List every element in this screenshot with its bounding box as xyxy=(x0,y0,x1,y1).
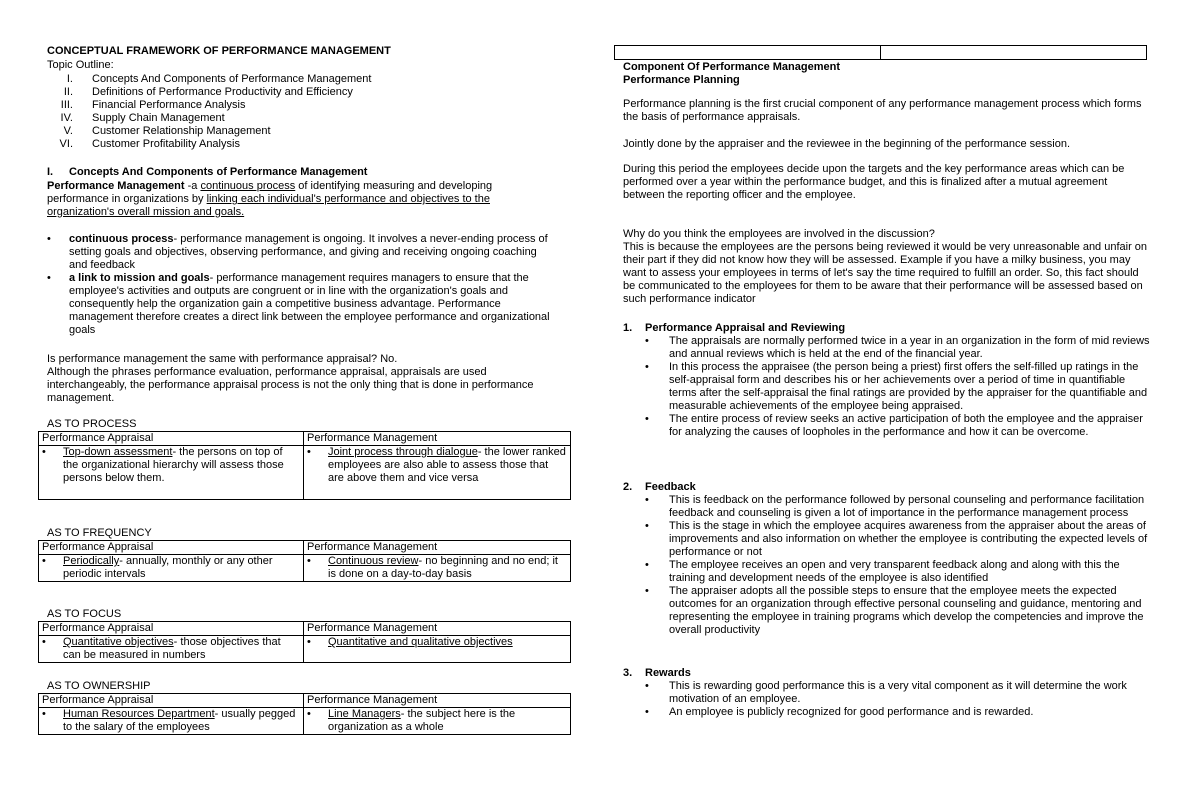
section-bullets xyxy=(645,494,1153,637)
table-cell xyxy=(615,46,881,59)
list-item: • This is feedback on the performance followed by personal counseling and performance facilitation feedback and counseling is given a lot of importance in the performance management process xyxy=(645,494,1153,520)
table-label: AS TO FOCUS xyxy=(47,608,122,620)
table-header-row xyxy=(39,694,571,708)
table-cell: • Periodically- annually, monthly or any other periodic intervals xyxy=(39,555,304,582)
list-item: • continuous process- performance management is ongoing. It involves a never-ending process of setting goals and objectives, observing performance, and giving and receiving ongoing coaching and feedback xyxy=(47,233,552,272)
comparison-table xyxy=(38,693,571,735)
table-cell: • Line Managers- the subject here is the organization as a whole xyxy=(304,708,571,735)
list-item: • An employee is publicly recognized for good performance and is rewarded. xyxy=(645,706,1153,719)
definition-paragraph: Performance Management -a continuous process of identifying measuring and developing performance in organizations by linking each individual's performance and objectives to the organization's overall mission and goals. xyxy=(47,180,493,218)
list-item: • The appraisals are normally performed twice in a year in an organization in the form of mid reviews and annual reviews which is held at the end of the financial year. xyxy=(645,335,1153,361)
table-row xyxy=(39,446,571,500)
comparison-table xyxy=(38,621,571,663)
table-cell: • Joint process through dialogue- the lower ranked employees are also able to assess those that are above them and vice versa xyxy=(304,446,571,500)
outline-item: III. Financial Performance Analysis xyxy=(60,99,246,111)
question-text: Why do you think the employees are involved in the discussion? xyxy=(623,228,935,240)
list-item: • This is rewarding good performance this is a very vital component as it will determine the work motivation of an employee. xyxy=(645,680,1153,706)
paragraph: Jointly done by the appraiser and the reviewee in the beginning of the performance session. xyxy=(623,138,1071,150)
section-heading: I. Concepts And Components of Performance Management xyxy=(47,166,368,178)
question-text: Is performance management the same with performance appraisal? No. xyxy=(47,353,398,365)
table-header-cell: Performance Appraisal xyxy=(39,694,304,708)
table-cell: • Continuous review- no beginning and no end; it is done on a day-to-day basis xyxy=(304,555,571,582)
table-header-cell: Performance Management xyxy=(304,622,571,636)
table-header-cell: Performance Management xyxy=(304,432,571,446)
table-cell xyxy=(881,46,1146,59)
table-header-row xyxy=(39,622,571,636)
list-item: • The appraiser adopts all the possible steps to ensure that the employee meets the expected outcomes for an organization through effective personal counseling and guidance, mentoring and representing the employee in training programs which develop the competencies and improve the overall productivity xyxy=(645,585,1153,637)
document-title: CONCEPTUAL FRAMEWORK OF PERFORMANCE MANAGEMENT xyxy=(47,45,391,57)
table-cell: • Quantitative and qualitative objectives xyxy=(304,636,571,663)
topic-outline-label: Topic Outline: xyxy=(47,59,114,71)
table-header-cell: Performance Management xyxy=(304,694,571,708)
outline-item: V. Customer Relationship Management xyxy=(63,125,271,137)
section-title: Performance Appraisal and Reviewing xyxy=(645,322,846,334)
section-title: Feedback xyxy=(645,481,696,493)
outline-item: I. Concepts And Components of Performance Management xyxy=(66,73,372,85)
table-label: AS TO PROCESS xyxy=(47,418,137,430)
component-section: 3. Rewards • This is rewarding good performance this is a very vital component as it will determine the work motivation of an employee. • An employee is publicly recognized for good performance and is rewarded. xyxy=(623,667,1153,719)
component-section: 1. Performance Appraisal and Reviewing • The appraisals are normally performed twice in a year in an organization in the form of mid reviews and annual reviews which is held at the end of the financial year. • In this process the appraisee (the person being a priest) first offers the self-filled up ratings in the self-appraisal form and describes his or her achievements over a period of time in quantifiable terms after the self-appraisal the final ratings are provided by the appraiser for the quantifiable and measurable achievements of the employee being appraised. • The entire process of review seeks an active participation of both the employee and the appraiser for analyzing the causes of loopholes in the performance and how it can be overcome. xyxy=(623,322,1153,439)
table-header-cell: Performance Appraisal xyxy=(39,622,304,636)
section-bullets xyxy=(645,335,1153,439)
comparison-table xyxy=(38,540,571,582)
outline-item: II. Definitions of Performance Productivity and Efficiency xyxy=(63,86,353,98)
table-row xyxy=(39,555,571,582)
table-header-cell: Performance Appraisal xyxy=(39,541,304,555)
list-item: • In this process the appraisee (the person being a priest) first offers the self-filled up ratings in the self-appraisal form and describes his or her achievements over a period of time in quantifiable terms after the self-appraisal the final ratings are provided by the appraiser for the quantifiable and measurable achievements of the employee being appraised. xyxy=(645,361,1153,413)
table-cell: • Quantitative objectives- those objectives that can be measured in numbers xyxy=(39,636,304,663)
section-bullets xyxy=(645,680,1153,719)
list-item: • The entire process of review seeks an active participation of both the employee and the appraiser for analyzing the causes of loopholes in the performance and how it can be overcome. xyxy=(645,413,1153,439)
component-section: 2. Feedback • This is feedback on the performance followed by personal counseling and performance facilitation feedback and counseling is given a lot of importance in the performance management process • This is the stage in which the employee acquires awareness from the appraiser about the areas of improvements and also information on whether the employee is contributing the expected levels of performance or not • The employee receives an open and very transparent feedback along and along with this the training and development needs of the employee is also identified • The appraiser adopts all the possible steps to ensure that the employee meets the expected outcomes for an organization through effective personal counseling and guidance, mentoring and representing the employee in training programs which develop the competencies and improve the overall productivity xyxy=(623,481,1153,637)
list-item: • This is the stage in which the employee acquires awareness from the appraiser about the areas of improvements and also information on whether the employee is contributing the expected levels of performance or not xyxy=(645,520,1153,559)
table-label: AS TO OWNERSHIP xyxy=(47,680,151,692)
table-header-row xyxy=(39,432,571,446)
table-header-row xyxy=(39,541,571,555)
paragraph: During this period the employees decide upon the targets and the key performance areas which can be performed over a year within the performance budget, and this is finalized after a mutual agreement between the reporting officer and the employee. xyxy=(623,163,1125,201)
paragraph: Performance planning is the first crucial component of any performance management process which forms the basis of performance appraisals. xyxy=(623,98,1142,123)
comparison-table xyxy=(38,431,571,500)
section-title: Rewards xyxy=(645,667,691,679)
table-header-cell: Performance Management xyxy=(304,541,571,555)
table-row xyxy=(39,636,571,663)
list-item: • a link to mission and goals- performance management requires managers to ensure that the employee's activities and outputs are congruent or in line with the organization's goals and consequently help the organization gain a competitive business advantage. Performance management therefore creates a direct link between the employee performance and organizational goals xyxy=(47,272,552,337)
table-header-cell: Performance Appraisal xyxy=(39,432,304,446)
planning-heading: Performance Planning xyxy=(623,74,740,86)
outline-item: IV. Supply Chain Management xyxy=(60,112,225,124)
answer-paragraph: This is because the employees are the persons being reviewed it would be very unreasonable and unfair on their part if they did not know how they will be assessed. Example if you have a milky business, you may want to assess your employees in terms of let's say the time required to fulfill an order. So, this fact should be communicated to the employees for them to be aware that their performance will be assessed based on such performance indicator xyxy=(623,241,1148,305)
header-table-row xyxy=(614,45,1147,60)
table-cell: • Top-down assessment- the persons on top of the organizational hierarchy will assess those persons below them. xyxy=(39,446,304,500)
concept-bullets xyxy=(47,233,552,337)
table-row xyxy=(39,708,571,735)
list-item: • The employee receives an open and very transparent feedback along and along with this the training and development needs of the employee is also identified xyxy=(645,559,1153,585)
outline-item: VI. Customer Profitability Analysis xyxy=(59,138,240,150)
table-cell: • Human Resources Department- usually pegged to the salary of the employees xyxy=(39,708,304,735)
answer-paragraph: Although the phrases performance evaluation, performance appraisal, appraisals are used interchangeably, the performance appraisal process is not the only thing that is done in performance management. xyxy=(47,366,534,404)
table-label: AS TO FREQUENCY xyxy=(47,527,152,539)
component-heading: Component Of Performance Management xyxy=(623,61,840,73)
